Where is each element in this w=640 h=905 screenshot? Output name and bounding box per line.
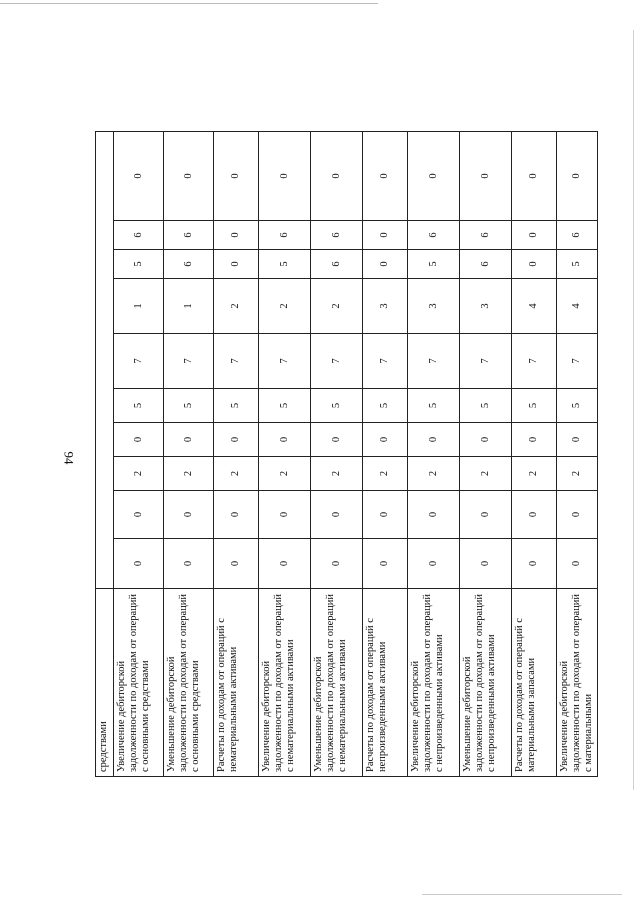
- code-cell: 5: [363, 389, 408, 423]
- code-cell: 0: [259, 131, 311, 220]
- code-cell: 2: [259, 279, 311, 334]
- code-cell: 0: [214, 131, 259, 220]
- code-cell: 0: [259, 539, 311, 589]
- table-row: [96, 131, 114, 776]
- code-cell: 0: [512, 131, 557, 220]
- code-cell: 5: [557, 389, 598, 423]
- code-cell: 1: [114, 279, 164, 334]
- code-cell: 0: [512, 539, 557, 589]
- code-cell: 3: [408, 279, 460, 334]
- row-name-cell: средствами: [96, 589, 114, 777]
- code-cell: 5: [311, 389, 363, 423]
- table-body: [96, 131, 598, 776]
- code-cell: 0: [363, 221, 408, 250]
- code-cell: 7: [408, 334, 460, 389]
- code-cell: 2: [557, 457, 598, 491]
- code-cell: 5: [259, 250, 311, 279]
- code-cell: 0: [512, 250, 557, 279]
- code-cell: 0: [363, 423, 408, 457]
- code-cell: 3: [460, 279, 512, 334]
- code-cell: 0: [557, 423, 598, 457]
- code-cell: 5: [557, 250, 598, 279]
- bottom-scan-rule: [422, 894, 622, 895]
- code-cell: 0: [114, 539, 164, 589]
- code-cell: 0: [214, 491, 259, 539]
- rotated-table-container: [95, 132, 594, 777]
- code-cell: 0: [311, 131, 363, 220]
- code-cell: 0: [214, 250, 259, 279]
- code-cell: 6: [259, 221, 311, 250]
- code-cell: 0: [363, 539, 408, 589]
- table-row: [114, 131, 164, 776]
- code-cell: 2: [114, 457, 164, 491]
- row-name-cell: Увеличение дебиторской задолженности по доходам от операций с непроизведенными активами: [408, 589, 460, 777]
- code-cell: 0: [557, 131, 598, 220]
- code-cell: 7: [214, 334, 259, 389]
- code-cell: 6: [557, 221, 598, 250]
- row-name-cell: Увеличение дебиторской задолженности по доходам от операций с основными средствами: [114, 589, 164, 777]
- code-cell: 7: [164, 334, 214, 389]
- code-cell: 0: [164, 423, 214, 457]
- code-cell: 0: [114, 491, 164, 539]
- code-cell: 0: [460, 131, 512, 220]
- code-cell: 0: [164, 539, 214, 589]
- code-cell: 0: [114, 131, 164, 220]
- row-name-cell: Уменьшение дебиторской задолженности по доходам от операций с основными средствами: [164, 589, 214, 777]
- code-cell: 2: [164, 457, 214, 491]
- code-cell: 0: [114, 423, 164, 457]
- code-cell: 4: [557, 279, 598, 334]
- code-cell: 0: [408, 423, 460, 457]
- code-cell: 7: [557, 334, 598, 389]
- code-cell: 0: [557, 539, 598, 589]
- code-cell: 7: [259, 334, 311, 389]
- row-name-cell: Расчеты по доходам от операций с материальными запасами: [512, 589, 557, 777]
- accounts-table: [95, 131, 598, 777]
- code-cell: 4: [512, 279, 557, 334]
- code-cell: 0: [512, 221, 557, 250]
- code-cell: 5: [408, 389, 460, 423]
- code-cell: 2: [363, 457, 408, 491]
- code-cell: 5: [512, 389, 557, 423]
- code-cell: 5: [164, 389, 214, 423]
- table-row: [214, 131, 259, 776]
- code-cell: 5: [114, 250, 164, 279]
- code-cell: 6: [164, 221, 214, 250]
- code-cell: 0: [408, 131, 460, 220]
- code-cell: 7: [114, 334, 164, 389]
- code-cell: 6: [311, 221, 363, 250]
- row-name-cell: Расчеты по доходам от операций с нематериальными активами: [214, 589, 259, 777]
- code-cell: 0: [164, 491, 214, 539]
- table-row: [164, 131, 214, 776]
- code-cell: 5: [214, 389, 259, 423]
- code-cell: 0: [214, 221, 259, 250]
- right-scan-rule: [633, 30, 634, 790]
- table-row: [557, 131, 598, 776]
- row-name-cell: Уменьшение дебиторской задолженности по доходам от операций с нематериальными активами: [311, 589, 363, 777]
- code-cell: 0: [363, 491, 408, 539]
- code-cell: 2: [460, 457, 512, 491]
- row-name-cell: Увеличение дебиторской задолженности по доходам от операций с материальными: [557, 589, 598, 777]
- table-row: [512, 131, 557, 776]
- row-name-cell: Уменьшение дебиторской задолженности по доходам от операций с непроизведенными активами: [460, 589, 512, 777]
- code-cell: 2: [214, 279, 259, 334]
- code-cell: 3: [363, 279, 408, 334]
- code-cell: 0: [311, 423, 363, 457]
- row-name-cell: Увеличение дебиторской задолженности по доходам от операций с нематериальными активами: [259, 589, 311, 777]
- code-cell: 0: [512, 423, 557, 457]
- code-cell: 6: [164, 250, 214, 279]
- table-row: [408, 131, 460, 776]
- code-cell: 6: [408, 221, 460, 250]
- code-cell: 0: [363, 131, 408, 220]
- table-row: [460, 131, 512, 776]
- code-cell: 0: [214, 539, 259, 589]
- code-cell: 0: [311, 491, 363, 539]
- code-cell: 1: [164, 279, 214, 334]
- code-cell: 2: [408, 457, 460, 491]
- code-cell: 7: [512, 334, 557, 389]
- code-cell: 0: [408, 539, 460, 589]
- code-cell: 7: [363, 334, 408, 389]
- code-cell: 5: [408, 250, 460, 279]
- code-cell: 0: [259, 491, 311, 539]
- table-row: [259, 131, 311, 776]
- code-cell: 5: [114, 389, 164, 423]
- code-cell: 0: [460, 539, 512, 589]
- top-scan-rule: [0, 3, 378, 4]
- code-cell: 0: [164, 131, 214, 220]
- code-cell: 0: [363, 250, 408, 279]
- code-cell: 6: [114, 221, 164, 250]
- code-cell: 0: [557, 491, 598, 539]
- empty-cell: [96, 131, 114, 588]
- code-cell: 2: [512, 457, 557, 491]
- code-cell: 7: [311, 334, 363, 389]
- code-cell: 2: [311, 279, 363, 334]
- code-cell: 0: [512, 491, 557, 539]
- code-cell: 2: [214, 457, 259, 491]
- code-cell: 6: [460, 250, 512, 279]
- code-cell: 2: [311, 457, 363, 491]
- code-cell: 0: [460, 491, 512, 539]
- code-cell: 0: [259, 423, 311, 457]
- code-cell: 0: [311, 539, 363, 589]
- table-row: [311, 131, 363, 776]
- row-name-cell: Расчеты по доходам от операций с непроизведенными активами: [363, 589, 408, 777]
- code-cell: 6: [311, 250, 363, 279]
- code-cell: 2: [259, 457, 311, 491]
- code-cell: 7: [460, 334, 512, 389]
- code-cell: 5: [460, 389, 512, 423]
- code-cell: 0: [214, 423, 259, 457]
- page-number: 94: [61, 451, 77, 465]
- table-row: [363, 131, 408, 776]
- code-cell: 5: [259, 389, 311, 423]
- code-cell: 0: [460, 423, 512, 457]
- code-cell: 0: [408, 491, 460, 539]
- code-cell: 6: [460, 221, 512, 250]
